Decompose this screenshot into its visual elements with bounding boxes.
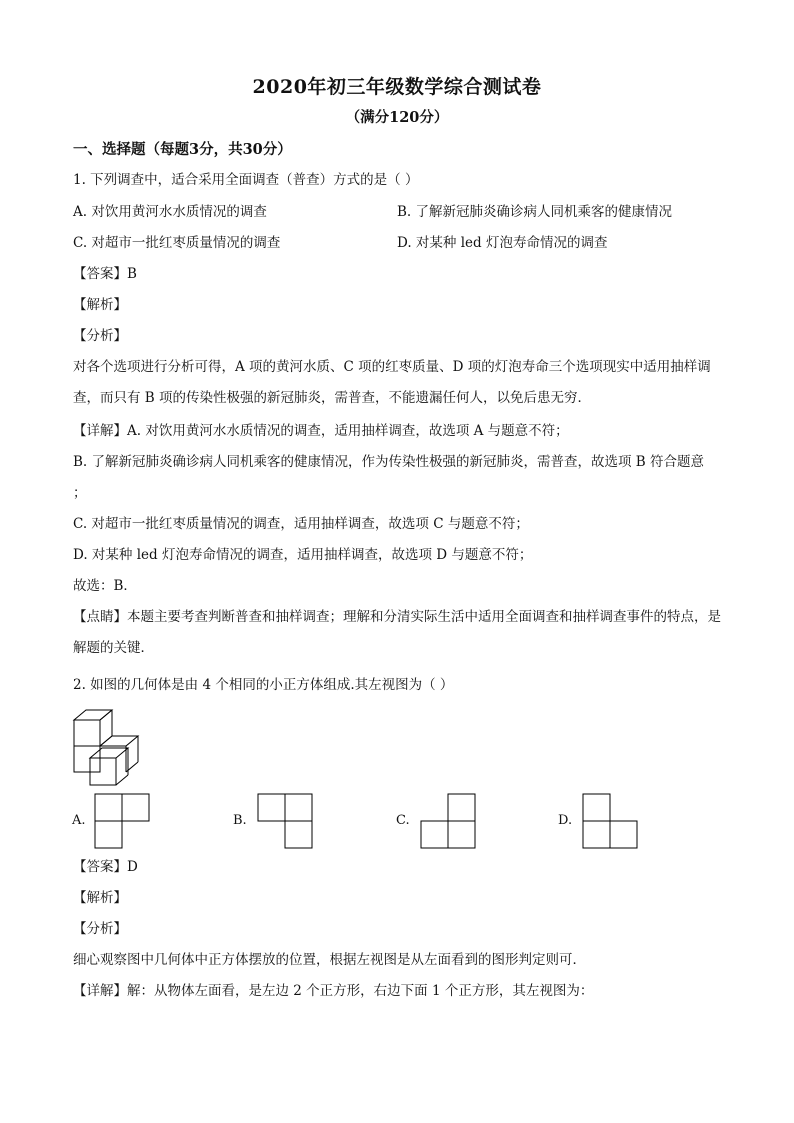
q1-detail-d: D. 对某种 led 灯泡寿命情况的调查，适用抽样调查，故选项 D 与题意不符； [73,547,533,563]
q1-detail-b-end: ； [73,485,87,501]
page-title: 2020年初三年级数学综合测试卷 [252,76,542,98]
section-heading: 一、选择题（每题3分，共30分） [73,141,292,158]
q1-option-c: C. 对超市一批红枣质量情况的调查 [73,235,281,251]
q1-jiexi-label: 【解析】 [73,297,127,313]
q2-option-b-figure [257,793,315,849]
q1-fenxi-label: 【分析】 [73,328,127,344]
page-subtitle: （满分120分） [345,109,449,126]
q2-option-a-figure [94,793,152,849]
q2-jiexi-label: 【解析】 [73,890,127,906]
q1-detail-a: 【详解】A. 对饮用黄河水水质情况的调查，适用抽样调查，故选项 A 与题意不符； [73,423,569,439]
q2-option-b-label: B. [233,813,247,828]
cube-lower-left-front [74,746,100,772]
q1-option-b: B. 了解新冠肺炎确诊病人同机乘客的健康情况 [397,204,673,220]
q2-detail: 【详解】解：从物体左面看，是左边 2 个正方形，右边下面 1 个正方形，其左视图为： [73,983,594,999]
cube-upper-front [74,720,100,746]
cube-front-top-face [90,748,128,758]
q1-option-a: A. 对饮用黄河水水质情况的调查 [73,204,267,220]
q2-fenxi-label: 【分析】 [73,921,127,937]
q2-stem: 2. 如图的几何体是由 4 个相同的小正方体组成.其左视图为（ ） [73,677,454,693]
q2-option-c-label: C. [396,813,410,828]
q1-answer: 【答案】B [73,266,137,282]
q2-option-c-figure [420,793,478,849]
q1-choose: 故选：B． [73,578,137,594]
q1-analysis: 对各个选项进行分析可得，A 项的黄河水质、C 项的红枣质量、D 项的灯泡寿命三个选项现实中适用抽样调查，而只有 B 项的传染性极强的新冠肺炎，需普查，不能遗漏任何人，以免后患无穷． [73,359,711,406]
cube-right-top-face [100,736,138,746]
q1-option-d: D. 对某种 led 灯泡寿命情况的调查 [397,235,608,251]
q1-detail-c: C. 对超市一批红枣质量情况的调查，适用抽样调查，故选项 C 与题意不符； [73,516,529,532]
q2-option-d-label: D. [558,813,573,828]
q2-analysis: 细心观察图中几何体中正方体摆放的位置，根据左视图是从左面看到的图形判定则可． [73,952,586,968]
q1-comment: 【点睛】本题主要考查判断普查和抽样调查；理解和分清实际生活中适用全面调查和抽样调查事件的特点，是解题的关键． [73,609,721,656]
q2-option-a-label: A. [72,813,86,828]
q1-detail-b: B. 了解新冠肺炎确诊病人同机乘客的健康情况，作为传染性极强的新冠肺炎，需普查，故选项 B 符合题意 [73,454,705,470]
q2-answer: 【答案】D [73,859,138,875]
q2-option-d-figure [582,793,640,849]
q1-stem: 1. 下列调查中，适合采用全面调查（普查）方式的是（ ） [73,172,419,188]
cube-solid-figure [72,706,144,788]
